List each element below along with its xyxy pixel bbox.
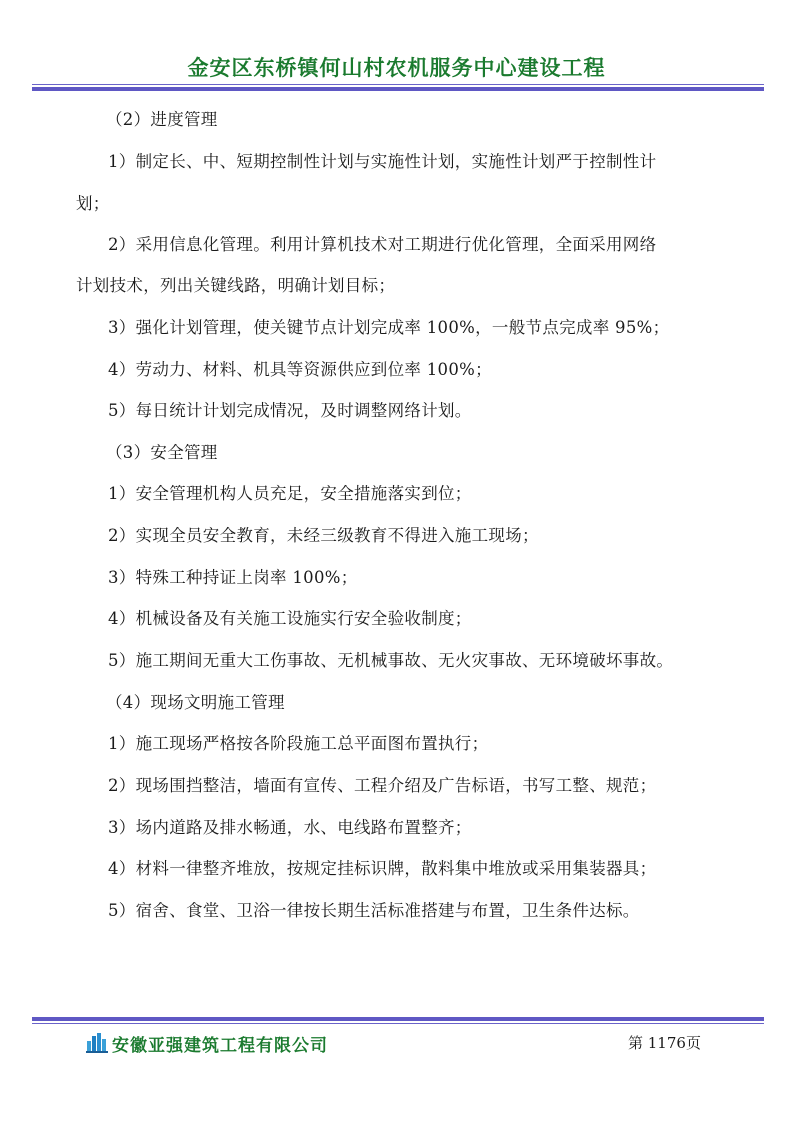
section-heading: （4）现场文明施工管理	[106, 693, 285, 712]
paragraph-line: 3）强化计划管理，使关键节点计划完成率 100%，一般节点完成率 95%；	[108, 318, 670, 337]
page-number: 第 1176页	[628, 1034, 701, 1052]
paragraph-line: 计划技术，列出关键线路，明确计划目标；	[76, 276, 396, 295]
paragraph-line: 1）安全管理机构人员充足，安全措施落实到位；	[108, 484, 472, 503]
section-heading: （3）安全管理	[106, 443, 218, 462]
paragraph-line: 3）场内道路及排水畅通，水、电线路布置整齐；	[108, 818, 472, 837]
paragraph-line: 4）机械设备及有关施工设施实行安全验收制度；	[108, 609, 472, 628]
section-heading: （2）进度管理	[106, 110, 218, 129]
paragraph-line: 3）特殊工种持证上岗率 100%；	[108, 568, 358, 587]
paragraph-line: 4）劳动力、材料、机具等资源供应到位率 100%；	[108, 360, 492, 379]
footer-divider	[32, 1017, 764, 1024]
paragraph-line: 划；	[76, 194, 110, 213]
header-divider	[32, 84, 764, 91]
paragraph-line: 5）施工期间无重大工伤事故、无机械事故、无火灾事故、无环境破坏事故。	[108, 651, 674, 670]
paragraph-line: 5）宿舍、食堂、卫浴一律按长期生活标准搭建与布置，卫生条件达标。	[108, 901, 640, 920]
paragraph-line: 1）施工现场严格按各阶段施工总平面图布置执行；	[108, 734, 489, 753]
document-header-title: 金安区东桥镇何山村农机服务中心建设工程	[187, 56, 606, 80]
paragraph-line: 2）采用信息化管理。利用计算机技术对工期进行优化管理，全面采用网络	[108, 235, 657, 254]
building-logo-icon	[86, 1033, 108, 1053]
paragraph-line: 5）每日统计计划完成情况，及时调整网络计划。	[108, 401, 472, 420]
footer-company-name: 安徽亚强建筑工程有限公司	[112, 1036, 328, 1056]
paragraph-line: 2）实现全员安全教育，未经三级教育不得进入施工现场；	[108, 526, 539, 545]
paragraph-line: 2）现场围挡整洁，墙面有宣传、工程介绍及广告标语，书写工整、规范；	[108, 776, 657, 795]
paragraph-line: 1）制定长、中、短期控制性计划与实施性计划，实施性计划严于控制性计	[108, 152, 657, 171]
paragraph-line: 4）材料一律整齐堆放，按规定挂标识牌，散料集中堆放或采用集装器具；	[108, 859, 657, 878]
